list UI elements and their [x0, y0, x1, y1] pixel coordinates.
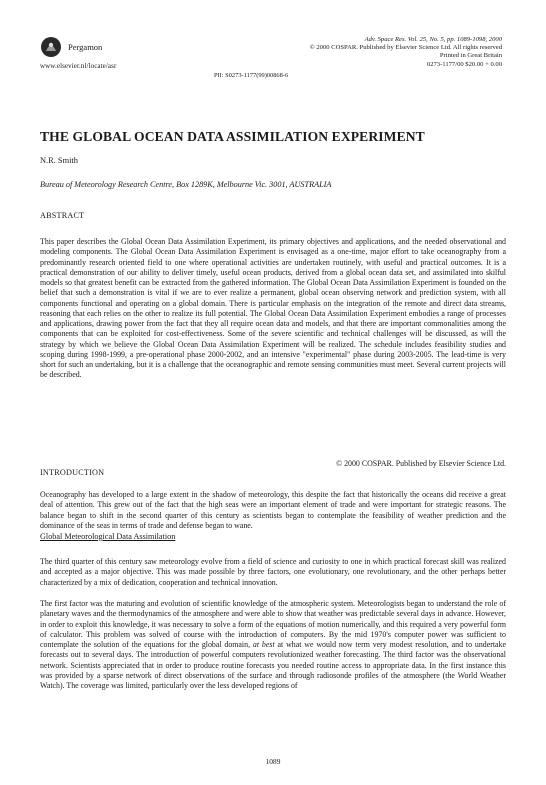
citation-block: [252, 36, 502, 69]
author-name: N.R. Smith: [40, 156, 78, 165]
abstract-copyright: © 2000 COSPAR. Published by Elsevier Science Ltd.: [336, 459, 506, 468]
publisher-website[interactable]: www.elsevier.nl/locate/asr: [40, 62, 117, 70]
abstract-text: This paper describes the Global Ocean Data Assimilation Experiment, its primary objectives and applications, and the needed observational and modeling components. The Global Ocean Data Assimilation Experiment is envisaged as a one-time, major effort to take oceanography from a predominantly research oriented field to one where operational activities are undertaken routinely, with useful and practical outcomes. It is a practical demonstration of our ability to deliver timely, useful ocean products, derived from a global ocean data set, and assimilated into skilful models so that greatest benefit can be extracted from the gathered information. The Global Ocean Data Assimilation Experiment is founded on the belief that such a demonstration is vital if we are to ever realize a permanent, global ocean observing network and prediction system, with all components functional and operating on a global domain. There is particular emphasis on the integration of the remote and direct data streams, reasoning that each relies on the other to realize its full potential. The Global Ocean Data Assimilation Experiment embodies a range of processes and applications, drawing power from the fact that they all require ocean data and models, and that there are important commonalities among the components that can be exploited for cost-effectiveness. Some of the severe scientific and technical challenges will be discussed, as will the strategy by which we believe the Global Ocean Data Assimilation Experiment will be realized. The schedule includes feasibility studies and scoping during 1998-1999, a pre-operational phase 2000-2002, and an intensive "experimental" phase during 2003-2005. The lead-time is very short for such an undertaking, but it is a challenge that the oceanographic and remote sensing communities must meet. Several current projects will be described.: [40, 237, 506, 380]
gma-paragraph-1: The third quarter of this century saw meteorology evolve from a field of science and curiosity to one in which practical forecast skill was realized and accepted as a major objective. This was made possible by three factors, one evolutionary, one revolutionary, and the other perhaps better characterized by a mix of dedication, cooperation and technical innovation.: [40, 557, 506, 587]
subsection-heading: Global Meteorological Data Assimilation: [40, 532, 176, 541]
page-number: 1089: [265, 757, 281, 766]
paper-title: THE GLOBAL OCEAN DATA ASSIMILATION EXPERIMENT: [40, 129, 425, 144]
citation-line: © 2000 COSPAR. Published by Elsevier Science Ltd. All rights reserved: [309, 44, 502, 52]
citation-line: Adv. Space Res. Vol. 25, No. 5, pp. 1089-1098, 2000: [364, 36, 502, 43]
citation-line: Printed in Great Britain: [439, 52, 502, 60]
pergamon-logo-icon: [40, 36, 62, 58]
citation-line: 0273-1177/00 $20.00 + 0.00: [426, 60, 502, 68]
gma-paragraph-2-part-a: The first factor was the maturing and evolution of scientific knowledge of the atmospheric system. Meteorologists began to understand the role of planetary waves and the thermodynamics of the atmosphere and were able to show that weather was predictable several days in advance. However, in order to exploit this knowledge, it was necessary to solve a form of the equations of motion numerically, and this required a very powerful form of calculator. This problem was solved of course with the introduction of computers. By the mid 1970's computer power was sufficient to contemplate the solution of the equations for the global domain,: [40, 599, 506, 649]
publisher-name: Pergamon: [68, 42, 103, 52]
author-affiliation: Bureau of Meteorology Research Centre, Box 1289K, Melbourne Vic. 3001, AUSTRALIA: [40, 180, 332, 189]
publisher-block: [40, 36, 170, 70]
abstract-heading: ABSTRACT: [40, 211, 85, 220]
gma-paragraph-2-part-b: at what we would now term very modest resolution, and to undertake forecasts out to several days. The introduction of powerful computers revolutionized weather forecasting. The third factor was the observational network. Scientists appreciated that in order to produce routine forecasts you needed routine access to appropriate data. In the first instance this was provided by a sparse network of direct observations of the surface and through radiosonde profiles of the atmosphere (the World Weather Watch). The coverage was limited, particularly over the less developed regions of: [40, 640, 506, 690]
gma-paragraph-2-italic: at best: [252, 640, 275, 649]
gma-paragraph-2: [40, 599, 506, 691]
introduction-text: Oceanography has developed to a large extent in the shadow of meteorology, this despite the fact that historically the oceans did receive a great deal of attention. This grew out of the fact that the high seas were an important element of trade and were important for strategic reasons. The balance began to shift in the second quarter of this century as scientists began to contemplate the feasibility of weather prediction and the dominance of the seas in terms of trade and defense began to wane.: [40, 490, 506, 530]
introduction-heading: INTRODUCTION: [40, 468, 105, 477]
pii-code: PII: S0273-1177(99)00868-6: [214, 72, 289, 79]
